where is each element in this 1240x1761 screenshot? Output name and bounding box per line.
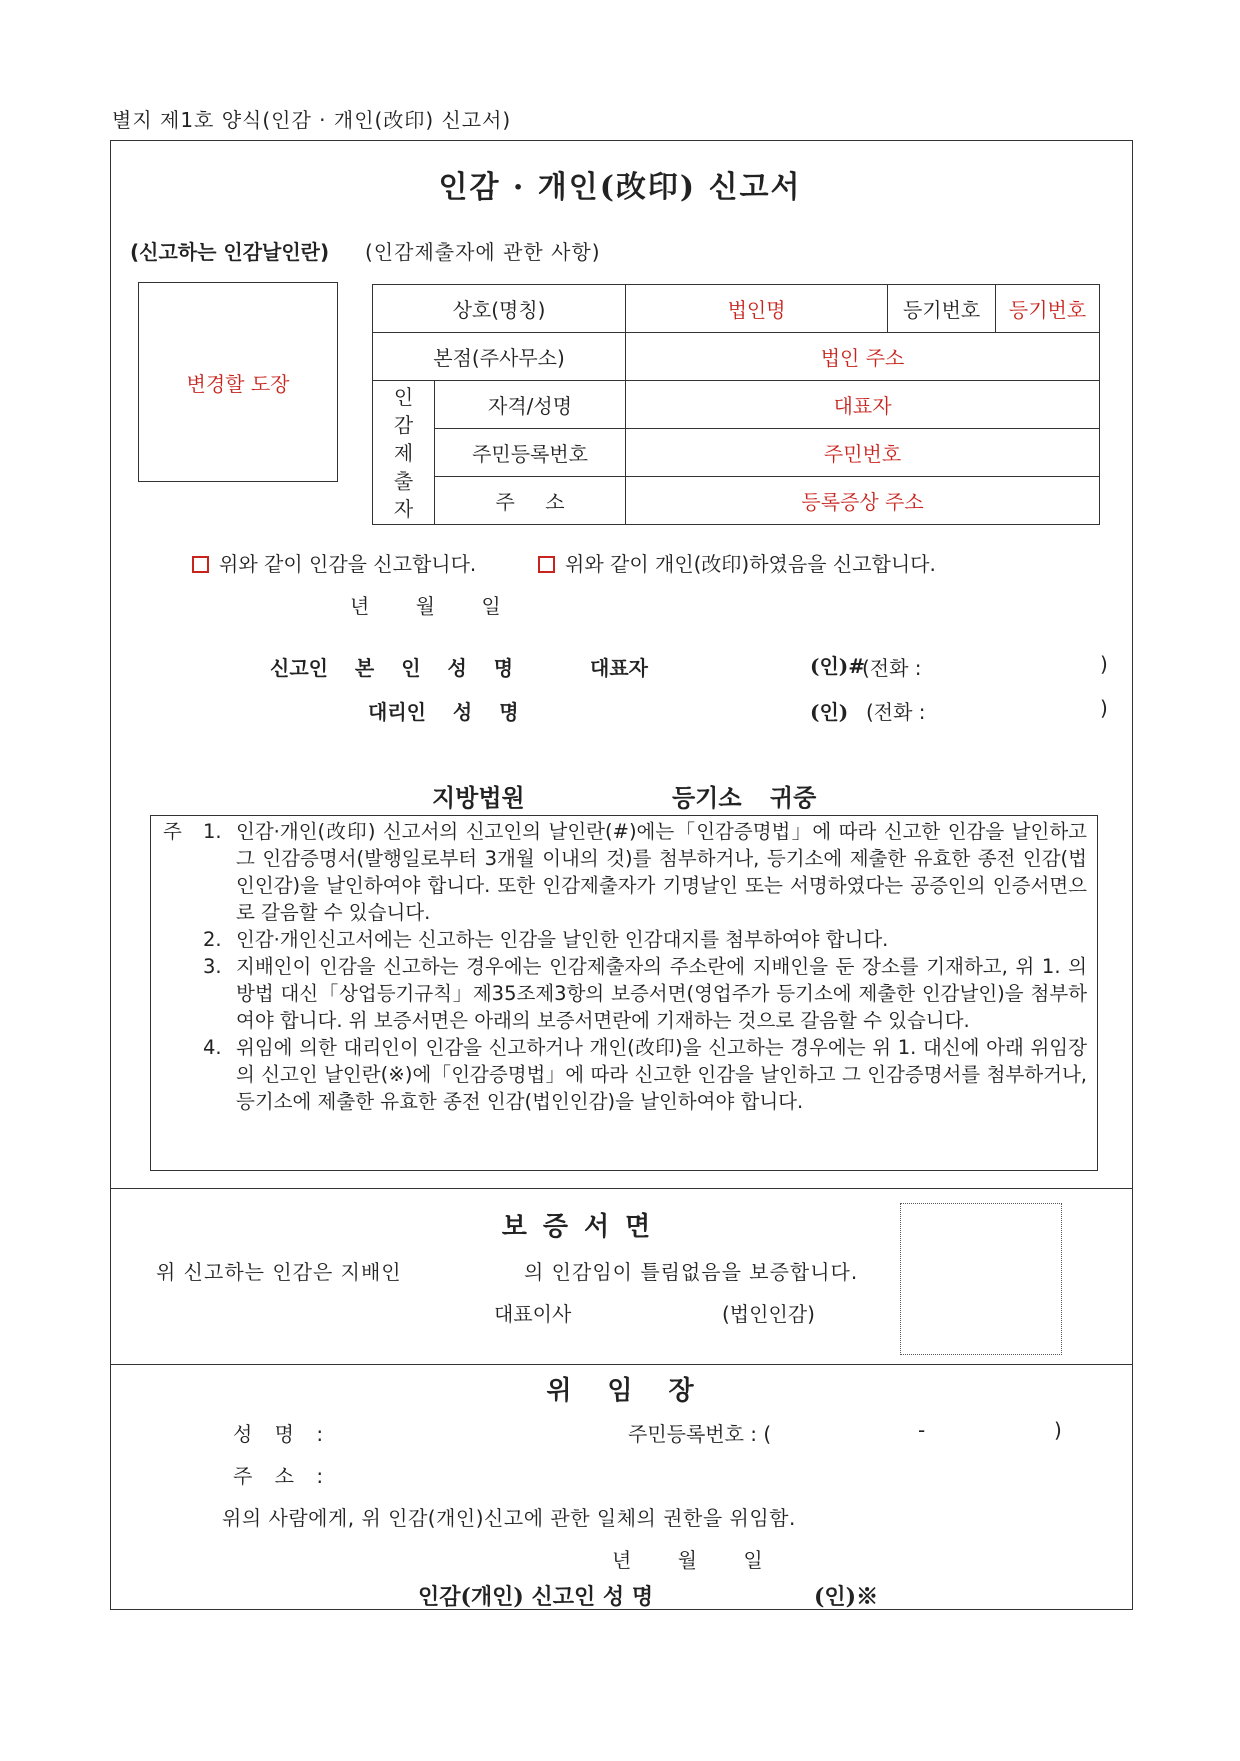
role-value[interactable]: 대표자 bbox=[626, 381, 1100, 429]
address-label: 주 소 bbox=[435, 477, 626, 525]
proxy-name-label: 성 명 : bbox=[233, 1422, 332, 1446]
notes-box bbox=[150, 815, 1098, 1171]
court-name: 지방법원 bbox=[432, 783, 525, 812]
rrn-label: 주민등록번호 bbox=[435, 429, 626, 477]
checkbox-icon[interactable] bbox=[192, 556, 209, 573]
agent-label: 대리인 성 명 bbox=[368, 700, 519, 724]
paren-close: ) bbox=[1100, 696, 1108, 720]
checkbox-label: 위와 같이 인감을 신고합니다. bbox=[219, 552, 477, 576]
submitter-vertical-label: 인 감 제 출 자 bbox=[373, 381, 435, 525]
guarantee-ceo: 대표이사 bbox=[494, 1302, 572, 1326]
guarantee-title: 보증서면 bbox=[501, 1212, 667, 1242]
registry-office: 등기소 귀중 bbox=[672, 783, 817, 812]
guarantee-text-b: 의 인감임이 틀림없음을 보증합니다. bbox=[524, 1260, 859, 1284]
checkbox-register-seal[interactable] bbox=[192, 548, 476, 577]
reporter-seal: (인)# bbox=[810, 654, 866, 678]
hq-value[interactable]: 법인 주소 bbox=[626, 333, 1100, 381]
form-label: 별지 제1호 양식(인감 · 개인(改印) 신고서) bbox=[112, 108, 512, 132]
proxy-rrn-dash: - bbox=[918, 1418, 926, 1442]
seal-stamp-box[interactable] bbox=[138, 282, 338, 482]
guarantee-stamp-label: (법인인감) bbox=[722, 1302, 815, 1326]
corporate-seal-box[interactable] bbox=[900, 1203, 1062, 1355]
section-label: (신고하는 인감날인란) bbox=[130, 240, 330, 264]
note-item: 주 1. 인감·개인(改印) 신고서의 신고인의 날인란(#)에는「인감증명법」에 따라 신고한 인감을 날인하고 그 인감증명서(발행일로부터 3개월 이내의 것)를 첨부하거나, 등기소에 제출한 유효한 종전 인감(법인인감)을 날인하여야 합니다. 또한 인감제출자가 기명날인 또는 서명하였다는 공증인의 인증서면으로 갈음할 수 있습니다. bbox=[163, 820, 1087, 924]
reporter-name[interactable]: 대표자 bbox=[590, 656, 648, 680]
seal-box-label: 변경할 도장 bbox=[186, 371, 290, 396]
reporter-phone[interactable]: (전화 : bbox=[862, 656, 922, 680]
regno-value[interactable]: 등기번호 bbox=[996, 285, 1100, 333]
divider bbox=[110, 1188, 1133, 1189]
proxy-rrn-label: 주민등록번호 : ( bbox=[628, 1422, 772, 1446]
paren-close: ) bbox=[1054, 1418, 1062, 1442]
note-item: 2. 인감·개인신고서에는 신고하는 인감을 날인한 인감대지를 첨부하여야 합니다. bbox=[203, 928, 889, 951]
page-title: 인감 · 개인(改印) 신고서 bbox=[438, 170, 802, 205]
company-label: 상호(명칭) bbox=[373, 285, 626, 333]
hq-label: 본점(주사무소) bbox=[373, 333, 626, 381]
role-label: 자격/성명 bbox=[435, 381, 626, 429]
paren-close: ) bbox=[1100, 652, 1108, 676]
reporter-label: 신고인 본 인 성 명 bbox=[270, 656, 514, 680]
guarantee-text-a: 위 신고하는 인감은 지배인 bbox=[156, 1260, 402, 1284]
proxy-statement: 위의 사람에게, 위 인감(개인)신고에 관한 일체의 권한을 위임함. bbox=[222, 1506, 796, 1530]
proxy-signer-label: 인감(개인) 신고인 성 명 bbox=[418, 1584, 654, 1610]
agent-seal: (인) bbox=[810, 700, 849, 724]
report-date: 년 월 일 bbox=[350, 594, 501, 618]
proxy-seal: (인)※ bbox=[814, 1584, 879, 1610]
regno-label: 등기번호 bbox=[888, 285, 996, 333]
agent-phone[interactable]: (전화 : bbox=[866, 700, 926, 724]
proxy-address-label: 주 소 : bbox=[233, 1464, 332, 1488]
note-item: 4. 위임에 의한 대리인이 인감을 신고하거나 개인(改印)을 신고하는 경우에는 위 1. 대신에 아래 위임장의 신고인 날인란(※)에「인감증명법」에 따라 신고한 인감을 날인하고 그 인감증명서를 첨부하거나, 등기소에 제출한 유효한 종전 인감(법인인감)을 날인하여야 합니다. bbox=[203, 1036, 1087, 1113]
submitter-info-table bbox=[372, 284, 1100, 525]
checkbox-change-seal[interactable] bbox=[538, 548, 936, 577]
company-value[interactable]: 법인명 bbox=[626, 285, 888, 333]
note-item: 3. 지배인이 인감을 신고하는 경우에는 인감제출자의 주소란에 지배인을 둔 장소를 기재하고, 위 1. 의 방법 대신「상업등기규칙」제35조제3항의 보증서면(영업주가 등기소에 제출한 인감날인)을 첨부하여야 합니다. 위 보증서면은 아래의 보증서면란에 기재하는 것으로 갈음할 수 있습니다. bbox=[203, 955, 1087, 1032]
section-note: (인감제출자에 관한 사항) bbox=[365, 240, 601, 264]
checkbox-icon[interactable] bbox=[538, 556, 555, 573]
rrn-value[interactable]: 주민번호 bbox=[626, 429, 1100, 477]
divider bbox=[110, 1364, 1133, 1365]
proxy-date: 년 월 일 bbox=[612, 1548, 763, 1572]
checkbox-label: 위와 같이 개인(改印)하였음을 신고합니다. bbox=[565, 552, 936, 576]
proxy-title: 위임장 bbox=[546, 1376, 730, 1406]
address-value[interactable]: 등록증상 주소 bbox=[626, 477, 1100, 525]
